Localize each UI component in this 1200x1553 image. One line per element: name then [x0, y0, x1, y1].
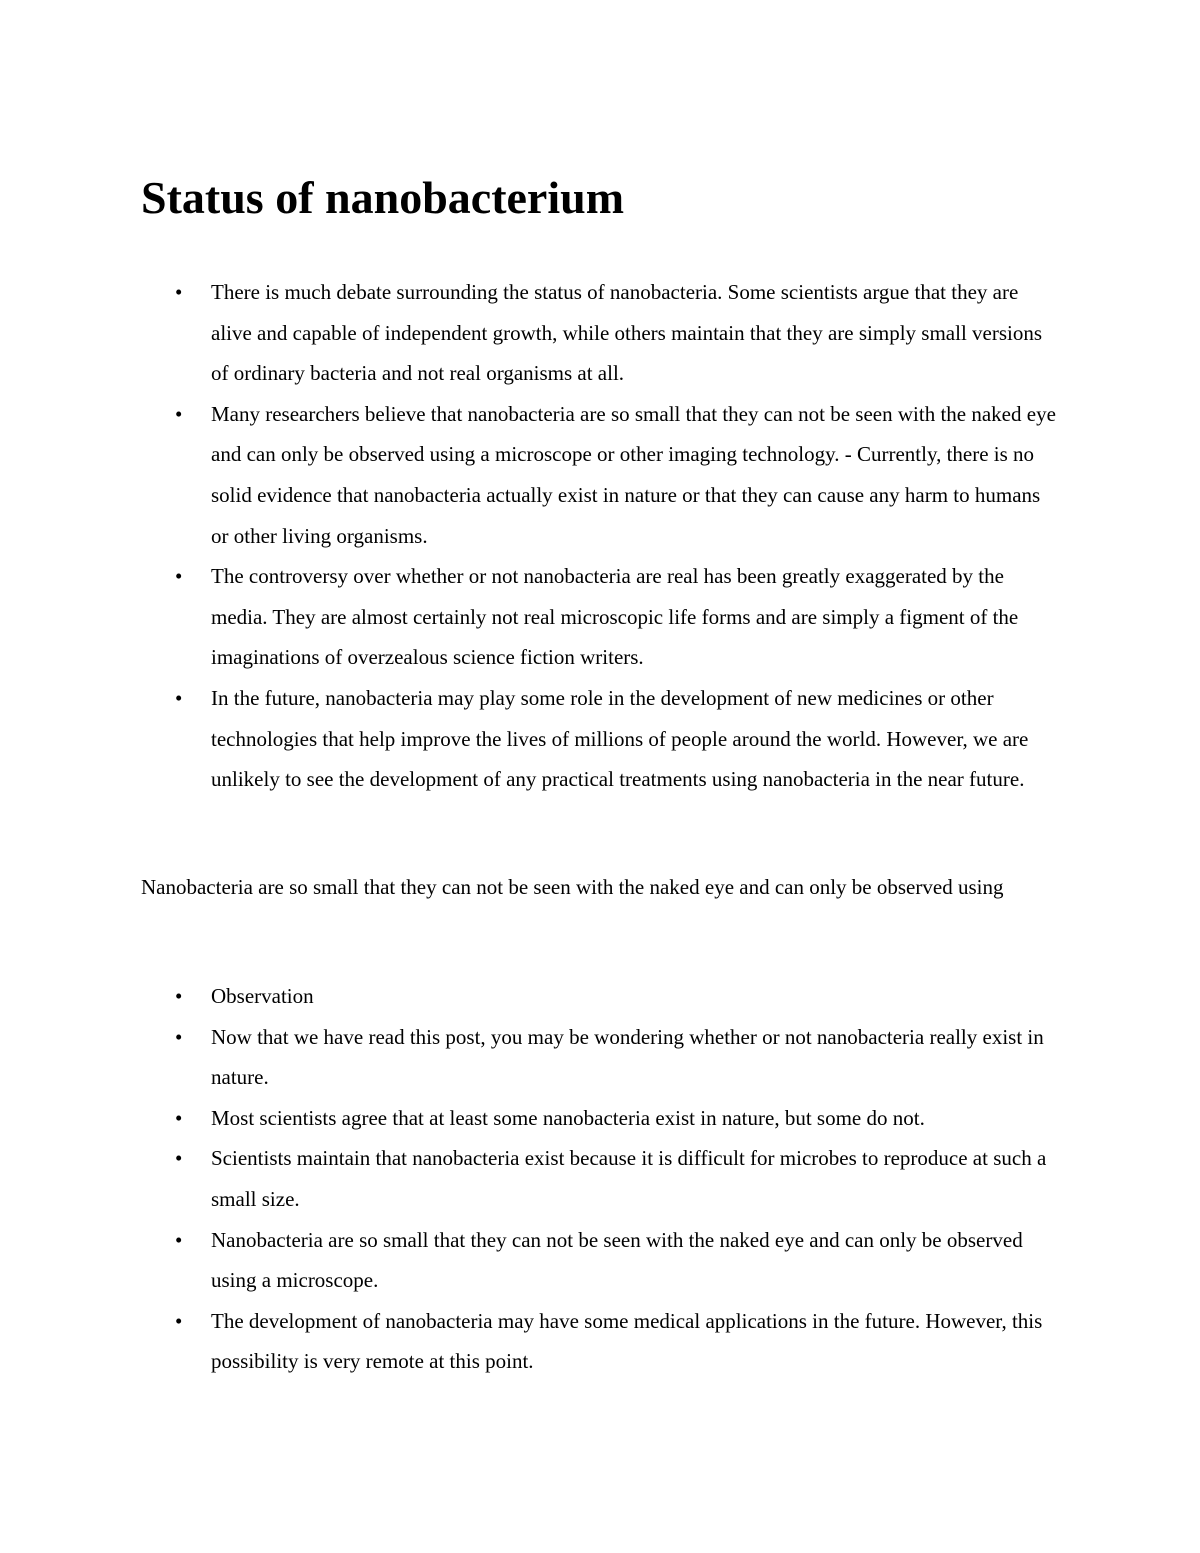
list-item [0, 1220, 1061, 1301]
list-item [0, 1098, 1061, 1139]
list-item-text: Scientists maintain that nanobacteria exist because it is difficult for microbes to reproduce at such a small size. [211, 1146, 1047, 1211]
bullet-icon: • [175, 564, 183, 589]
bullet-icon: • [175, 1024, 183, 1049]
list-item-text: Most scientists agree that at least some nanobacteria exist in nature, but some do not. [211, 1105, 925, 1130]
list-item [0, 556, 1061, 678]
bullet-icon: • [175, 401, 183, 426]
page-title: Status of nanobacterium [141, 172, 625, 223]
list-item [0, 394, 1061, 556]
list-item [0, 1301, 1061, 1382]
list-item-text: Nanobacteria are so small that they can not be seen with the naked eye and can only be observed using a microscope. [211, 1227, 1023, 1293]
list-item-text: There is much debate surrounding the status of nanobacteria. Some scientists argue that they are alive and capable of independent growth, while others maintain that they are simply small versions of ordinary bacteria and not real organisms at all. [211, 280, 1043, 386]
list-item [0, 678, 1061, 800]
bullet-icon: • [175, 685, 183, 710]
list-item [0, 1138, 1061, 1219]
list-item-text: The development of nanobacteria may have some medical applications in the future. However, this possibility is very remote at this point. [211, 1308, 1043, 1374]
list-item-text: In the future, nanobacteria may play some role in the development of new medicines or other technologies that help improve the lives of millions of people around the world. However, we are unlikely to see the development of any practical treatments using nanobacteria in the near future. [211, 685, 1029, 792]
list-item-text: The controversy over whether or not nanobacteria are real has been greatly exaggerated by the media. They are almost certainly not real microscopic life forms and are simply a figment of the imaginations of overzealous science fiction writers. [211, 564, 1019, 670]
list-item [0, 272, 1061, 394]
bullet-icon: • [175, 280, 183, 304]
bullet-icon: • [175, 1308, 183, 1333]
bullet-icon: • [175, 1227, 183, 1252]
bullet-icon: • [175, 1146, 183, 1171]
list-item-text: Observation [211, 984, 314, 1008]
observation-bullet-list [0, 976, 1200, 1382]
bullet-icon: • [175, 1105, 183, 1130]
bullet-icon: • [175, 984, 183, 1008]
body-paragraph: Nanobacteria are so small that they can not be seen with the naked eye and can only be observed using [141, 875, 1004, 899]
list-item-text: Many researchers believe that nanobacteria are so small that they can not be seen with the naked eye and can only be observed using a microscope or other imaging technology. - Currently, there is no solid evidence that nanobacteria actually exist in nature or that they can cause any harm to humans or other living organisms. [211, 401, 1056, 548]
status-bullet-list [0, 272, 1200, 800]
list-item-text: Now that we have read this post, you may be wondering whether or not nanobacteria really exist in nature. [211, 1024, 1044, 1090]
list-item [0, 976, 1061, 1017]
list-item [0, 1017, 1061, 1098]
